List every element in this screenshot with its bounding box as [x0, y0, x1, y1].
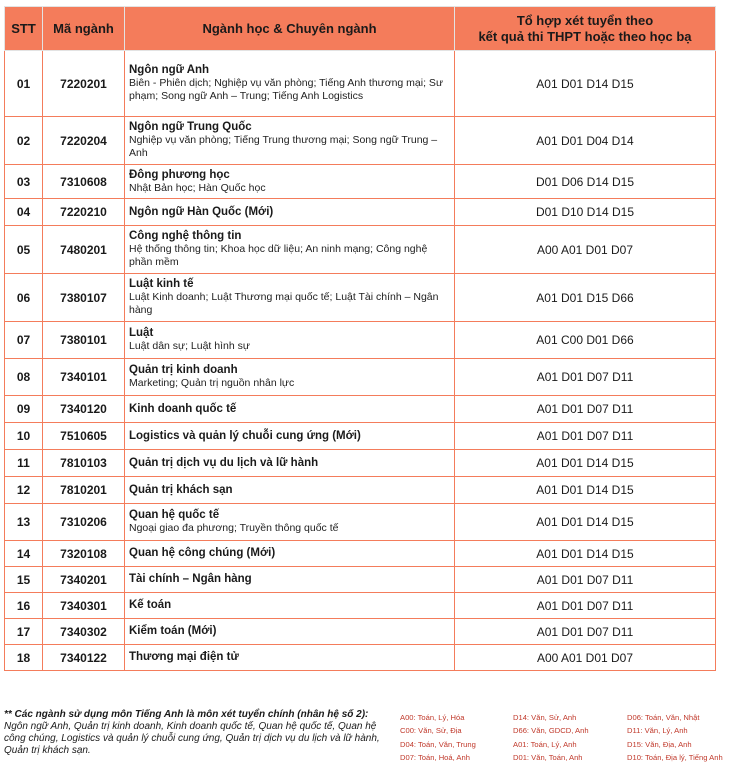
row-major-cell: [125, 645, 455, 671]
row-major-code: 7810201: [43, 477, 125, 504]
row-subject-combinations: A01 D01 D14 D15: [455, 477, 716, 504]
major-specializations: Marketing; Quản trị nguồn nhân lực: [129, 377, 295, 389]
row-major-code: 7220201: [43, 51, 125, 117]
major-name: Ngôn ngữ Trung Quốc: [129, 121, 252, 133]
row-subject-combinations: A01 D01 D14 D15: [455, 504, 716, 541]
legend-item: C00: Văn, Sử, Địa: [400, 726, 462, 736]
major-name: Ngôn ngữ Hàn Quốc (Mới): [129, 205, 274, 218]
table-body: [5, 51, 716, 671]
row-major-code: 7480201: [43, 226, 125, 274]
row-subject-combinations: A01 D01 D04 D14: [455, 117, 716, 165]
table-row: [5, 199, 716, 226]
major-specializations: Ngoại giao đa phương; Truyền thông quốc tế: [129, 522, 339, 534]
row-stt: 05: [5, 226, 43, 274]
row-stt: 09: [5, 396, 43, 423]
table-row: [5, 504, 716, 541]
row-stt: 14: [5, 541, 43, 567]
table-row: [5, 450, 716, 477]
row-major-cell: [125, 567, 455, 593]
row-subject-combinations: A00 A01 D01 D07: [455, 645, 716, 671]
row-subject-combinations: A01 D01 D07 D11: [455, 619, 716, 645]
row-major-code: 7340120: [43, 396, 125, 423]
row-stt: 16: [5, 593, 43, 619]
major-name: Kiểm toán (Mới): [129, 625, 217, 637]
major-name: Công nghệ thông tin: [129, 230, 242, 242]
table-row: [5, 593, 716, 619]
row-subject-combinations: A01 D01 D07 D11: [455, 396, 716, 423]
major-name: Đông phương học: [129, 168, 230, 181]
table-row: [5, 567, 716, 593]
major-name: Quan hệ công chúng (Mới): [129, 547, 276, 559]
legend-item: D15: Văn, Địa, Anh: [627, 739, 692, 749]
table-row: [5, 359, 716, 396]
legend-item: D14: Văn, Sử, Anh: [513, 713, 577, 722]
legend-item: D06: Toán, Văn, Nhật: [627, 713, 700, 722]
major-specializations: Luật dân sự; Luật hình sự: [129, 340, 250, 352]
row-major-cell: [125, 51, 455, 117]
legend-item: A00: Toán, Lý, Hóa: [400, 713, 465, 722]
table-row: [5, 619, 716, 645]
major-name: Kinh doanh quốc tế: [129, 402, 237, 415]
row-stt: 01: [5, 51, 43, 117]
row-major-code: 7340101: [43, 359, 125, 396]
row-major-cell: [125, 165, 455, 199]
row-major-code: 7310206: [43, 504, 125, 541]
row-major-code: 7340201: [43, 567, 125, 593]
row-stt: 04: [5, 199, 43, 226]
major-specializations: Biên - Phiên dịch; Nghiệp vụ văn phòng; Tiếng Anh thương mại; Sư phạm; Song ngữ Anh – Trung; Tiếng Anh Logistics: [129, 77, 443, 102]
row-subject-combinations: A00 A01 D01 D07: [455, 226, 716, 274]
legend-item: A01: Toán, Lý, Anh: [513, 739, 577, 749]
row-subject-combinations: A01 D01 D14 D15: [455, 51, 716, 117]
table-row: [5, 51, 716, 117]
table-row: [5, 226, 716, 274]
header-stt: STT: [5, 7, 43, 51]
row-major-code: 7340122: [43, 645, 125, 671]
major-name: Quản trị dịch vụ du lịch và lữ hành: [129, 456, 319, 469]
header-combo-line1: Tổ hợp xét tuyển theo: [516, 12, 654, 28]
legend-item: D66: Văn, GDCD, Anh: [513, 726, 589, 736]
admission-table: [4, 6, 716, 671]
row-subject-combinations: A01 D01 D07 D11: [455, 593, 716, 619]
legend-item: D11: Văn, Lý, Anh: [627, 726, 688, 736]
table-row: [5, 423, 716, 450]
row-major-cell: [125, 423, 455, 450]
header-combo-line2: kết quả thi THPT hoặc theo học bạ: [478, 28, 692, 44]
major-specializations: Nhật Bản học; Hàn Quốc học: [129, 181, 266, 194]
row-subject-combinations: A01 D01 D07 D11: [455, 359, 716, 396]
row-stt: 12: [5, 477, 43, 504]
row-subject-combinations: A01 C00 D01 D66: [455, 322, 716, 359]
table-row: [5, 117, 716, 165]
major-name: Tài chính – Ngân hàng: [129, 573, 252, 585]
notes-body: Ngôn ngữ Anh, Quản trị kinh doanh, Kinh doanh quốc tế, Quan hệ quốc tế, Quan hệ công chúng, Logistics và quản lý chuỗi cung ứng, Quản trị dịch vụ du lịch và lữ hành, Quản trị khách sạn.: [4, 721, 380, 756]
row-major-cell: [125, 199, 455, 226]
major-specializations: Nghiệp vụ văn phòng; Tiếng Trung thương mại; Song ngữ Trung – Anh: [129, 134, 438, 159]
major-name: Luật: [129, 327, 154, 339]
legend-item: D10: Toán, Địa lý, Tiếng Anh: [627, 752, 723, 762]
row-major-code: 7340302: [43, 619, 125, 645]
major-name: Logistics và quản lý chuỗi cung ứng (Mới): [129, 429, 361, 442]
row-major-code: 7380107: [43, 274, 125, 322]
row-major-cell: [125, 226, 455, 274]
table-row: [5, 477, 716, 504]
legend-item: D07: Toán, Hoá, Anh: [400, 752, 470, 762]
table-row: [5, 322, 716, 359]
row-stt: 15: [5, 567, 43, 593]
row-stt: 17: [5, 619, 43, 645]
row-stt: 03: [5, 165, 43, 199]
row-stt: 06: [5, 274, 43, 322]
row-subject-combinations: D01 D06 D14 D15: [455, 165, 716, 199]
row-subject-combinations: A01 D01 D07 D11: [455, 567, 716, 593]
notes-title: ** Các ngành sử dụng môn Tiếng Anh là môn xét tuyển chính (nhân hệ số 2):: [4, 709, 369, 720]
row-major-code: 7220210: [43, 199, 125, 226]
row-major-cell: [125, 504, 455, 541]
row-subject-combinations: A01 D01 D14 D15: [455, 450, 716, 477]
notes-block: [4, 709, 394, 757]
row-major-cell: [125, 322, 455, 359]
row-major-code: 7380101: [43, 322, 125, 359]
row-stt: 08: [5, 359, 43, 396]
row-stt: 02: [5, 117, 43, 165]
row-major-code: 7510605: [43, 423, 125, 450]
header-major: Ngành học & Chuyên ngành: [125, 7, 455, 51]
table-header-row: [5, 7, 716, 51]
table-row: [5, 165, 716, 199]
major-specializations: Luật Kinh doanh; Luật Thương mại quốc tế; Luật Tài chính – Ngân hàng: [129, 291, 439, 316]
row-major-cell: [125, 593, 455, 619]
header-combo: [455, 7, 716, 51]
major-name: Quản trị kinh doanh: [129, 364, 238, 376]
row-subject-combinations: D01 D10 D14 D15: [455, 199, 716, 226]
row-major-code: 7310608: [43, 165, 125, 199]
row-subject-combinations: A01 D01 D07 D11: [455, 423, 716, 450]
row-stt: 07: [5, 322, 43, 359]
row-major-code: 7340301: [43, 593, 125, 619]
major-name: Luật kinh tế: [129, 278, 194, 290]
row-major-cell: [125, 117, 455, 165]
row-major-code: 7220204: [43, 117, 125, 165]
row-subject-combinations: A01 D01 D15 D66: [455, 274, 716, 322]
row-major-cell: [125, 396, 455, 423]
table-row: [5, 541, 716, 567]
row-major-cell: [125, 359, 455, 396]
row-major-cell: [125, 450, 455, 477]
major-name: Quản trị khách sạn: [129, 483, 233, 496]
table-row: [5, 274, 716, 322]
legend-item: D01: Văn, Toán, Anh: [513, 752, 583, 762]
major-specializations: Hệ thống thông tin; Khoa học dữ liệu; An ninh mạng; Công nghệ phần mềm: [129, 243, 428, 268]
table-row: [5, 396, 716, 423]
major-name: Kế toán: [129, 599, 172, 611]
row-major-cell: [125, 619, 455, 645]
row-major-cell: [125, 274, 455, 322]
row-stt: 11: [5, 450, 43, 477]
major-name: Quan hệ quốc tế: [129, 509, 220, 521]
row-stt: 13: [5, 504, 43, 541]
major-name: Thương mại điện tử: [129, 651, 239, 663]
row-major-code: 7320108: [43, 541, 125, 567]
major-name: Ngôn ngữ Anh: [129, 64, 210, 76]
row-stt: 10: [5, 423, 43, 450]
row-major-cell: [125, 541, 455, 567]
legend-item: D04: Toán, Văn, Trung: [400, 739, 476, 749]
row-major-cell: [125, 477, 455, 504]
table-row: [5, 645, 716, 671]
row-stt: 18: [5, 645, 43, 671]
row-subject-combinations: A01 D01 D14 D15: [455, 541, 716, 567]
header-code: Mã ngành: [43, 7, 125, 51]
row-major-code: 7810103: [43, 450, 125, 477]
